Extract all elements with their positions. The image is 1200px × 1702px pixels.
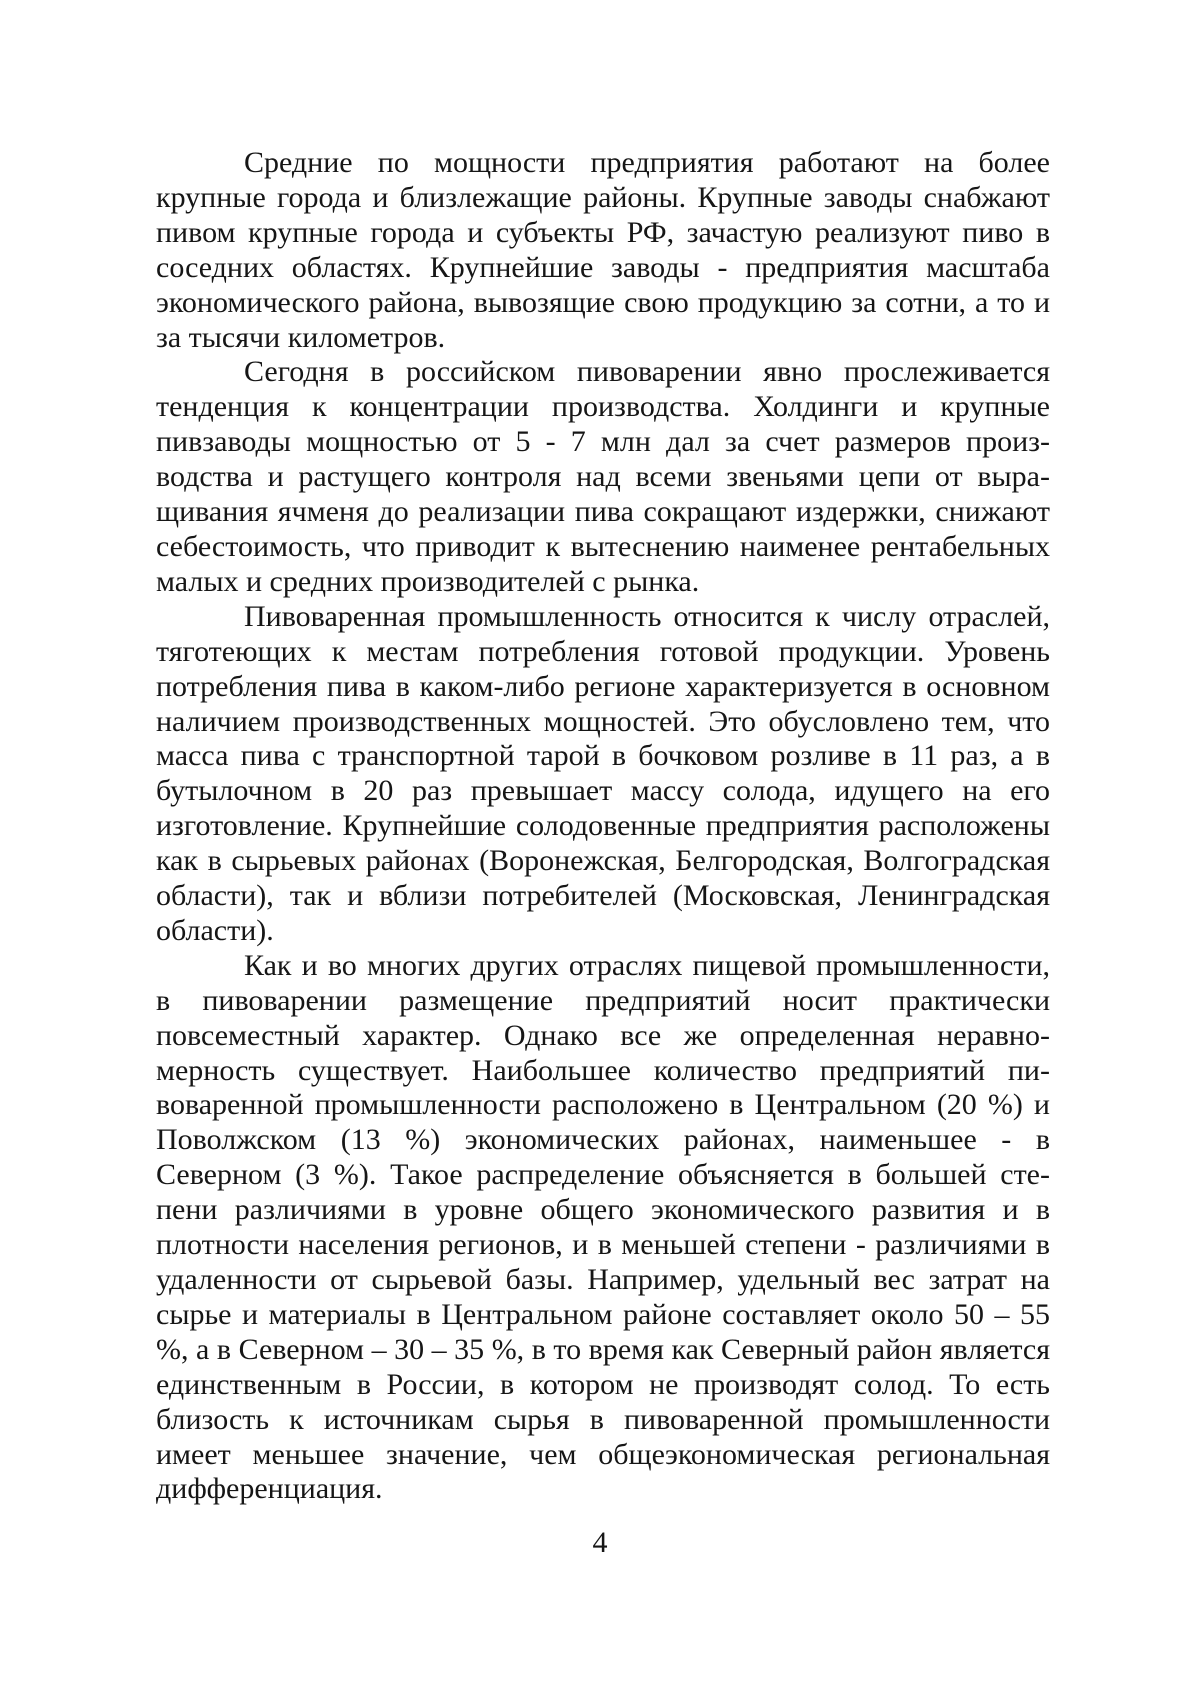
paragraph-1: Средние по мощности предприятия работают на более крупные города и близлежащие районы. Крупные заводы снабжают пивом крупные города и субъекты РФ, зачастую реализуют пиво в соседних областях. Крупнейшие заводы - предприятия масштаба экономического района, вывозящие свою продукцию за сотни, а то и за тысячи километров.	[156, 146, 1050, 354]
page-number: 4	[592, 1526, 608, 1559]
body-text	[156, 146, 1050, 1507]
paragraph-3: Пивоваренная промышленность относится к числу отраслей, тяготеющих к местам потребления готовой продукции. Уровень потребления пива в каком-либо регионе характеризуется в основном наличием производственных мощностей. Это обусловлено тем, что масса пива с транспортной тарой в бочковом розливе в 11 раз, а в бутылочном в 20 раз превышает массу солода, идущего на его изготовление. Крупнейшие солодовенные предприятия расположены как в сырьевых районах (Воронежская, Белгородская, Волгоградская области), так и вблизи потребителей (Московская, Ленинградская области).	[156, 599, 1050, 947]
paragraph-2: Сегодня в российском пивоварении явно прослеживается тенденция к концентрации производства. Холдинги и крупные пивзаводы мощностью от 5 - 7 млн дал за счет размеров производства и растущего контроля над всеми звеньями цепи от выращивания ячменя до реализации пива сокращают издержки, снижают себестоимость, что приводит к вытеснению наименее рентабельных малых и средних производителей с рынка.	[156, 355, 1050, 598]
paragraph-4: Как и во многих других отраслях пищевой промышленности, в пивоварении размещение предприятий носит практически повсеместный характер. Однако все же определенная неравномерность существует. Наибольшее количество предприятий пивоваренной промышленности расположено в Центральном (20 %) и Поволжском (13 %) экономических районах, наименьшее - в Северном (3 %). Такое распределение объясняется в большей степени различиями в уровне общего экономического развития и в плотности населения регионов, и в меньшей степени - различиями в удаленности от сырьевой базы. Например, удельный вес затрат на сырье и материалы в Центральном районе составляет около 50 – 55 %, а в Северном – 30 – 35 %, в то время как Северный район является единственным в России, в котором не производят солод. То есть близость к источникам сырья в пивоваренной промышленности имеет меньшее значение, чем общеэкономическая региональная дифференциация.	[156, 948, 1050, 1506]
